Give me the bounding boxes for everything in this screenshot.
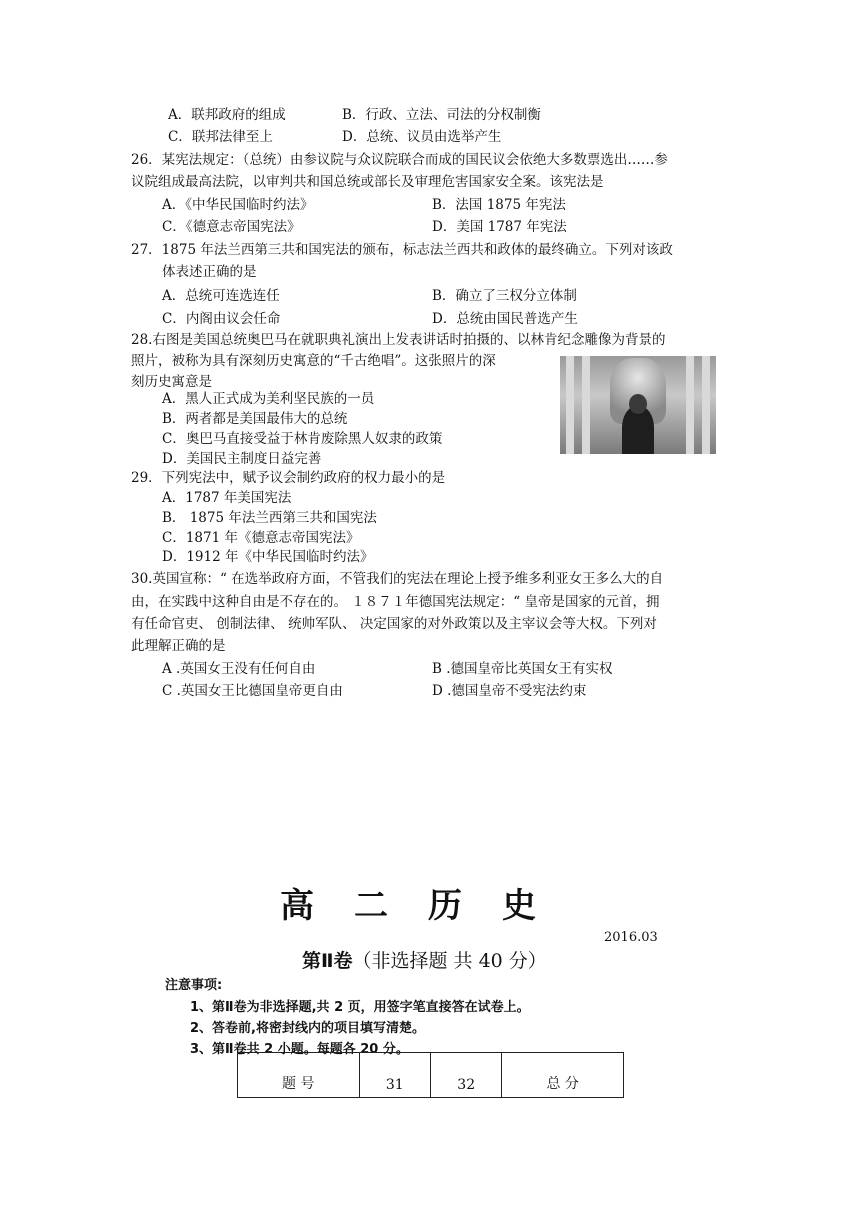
score-cell-label: 题 号	[238, 1053, 360, 1098]
score-cell-31: 31	[359, 1053, 430, 1098]
score-cell-32: 32	[430, 1053, 501, 1098]
q30-option-d: D .德国皇帝不受宪法约束	[432, 683, 587, 699]
q27-option-a: A．总统可连选连任	[162, 288, 280, 304]
q26-option-c: C．《德意志帝国宪法》	[162, 219, 301, 235]
q26-option-d: D．美国 1787 年宪法	[432, 219, 567, 235]
section-subtitle	[302, 946, 547, 973]
q25-option-c: C．联邦法律至上	[168, 129, 273, 145]
q27-stem-line2: 体表述正确的是	[162, 264, 257, 280]
q30-stem-line2: 由，在实践中这种自由是不存在的。 １８７１年德国宪法规定：“ 皇帝是国家的元首，拥	[131, 594, 660, 610]
q30-option-a: A .英国女王没有任何自由	[162, 661, 316, 677]
q30-option-b: B .德国皇帝比英国女王有实权	[432, 661, 613, 677]
q29-stem: 29．下列宪法中，赋予议会制约政府的权力最小的是	[131, 470, 446, 486]
note-2: 2、答卷前,将密封线内的项目填写清楚。	[190, 1021, 425, 1036]
q27-option-c: C．内阁由议会任命	[162, 311, 281, 327]
section-subtitle-bold: 第Ⅱ卷	[302, 950, 353, 972]
q30-stem-line3: 有任命官吏、 创制法律、 统帅军队、 决定国家的对外政策以及主宰议会等大权。下列对	[131, 616, 657, 632]
q29-option-b: B． 1875 年法兰西第三共和国宪法	[162, 510, 377, 526]
obama-lincoln-photo	[560, 356, 716, 454]
q27-option-b: B．确立了三权分立体制	[432, 288, 577, 304]
q25-option-a: A．联邦政府的组成	[168, 107, 286, 123]
q30-option-c: C .英国女王比德国皇帝更自由	[162, 683, 343, 699]
q25-option-b: B．行政、立法、司法的分权制衡	[342, 107, 541, 123]
q25-option-d: D．总统、议员由选举产生	[342, 129, 502, 145]
q30-stem-line1: 30.英国宣称：“ 在选举政府方面，不管我们的宪法在理论上授予维多利亚女王多么大的自	[131, 571, 664, 587]
q28-option-b: B．两者都是美国最伟大的总统	[162, 411, 348, 427]
q27-option-d: D．总统由国民普选产生	[432, 311, 578, 327]
score-table	[237, 1052, 624, 1098]
q26-option-b: B．法国 1875 年宪法	[432, 197, 566, 213]
q28-stem-line2: 照片，被称为具有深刻历史寓意的“千古绝唱”。这张照片的深	[131, 353, 496, 369]
q28-option-a: A．黑人正式成为美利坚民族的一员	[162, 391, 375, 407]
q26-stem-line1: 26．某宪法规定：（总统）由参议院与众议院联合而成的国民议会依绝大多数票选出……参	[131, 152, 668, 168]
q28-option-c: C．奥巴马直接受益于林肯废除黑人奴隶的政策	[162, 431, 443, 447]
q29-option-a: A．1787 年美国宪法	[162, 490, 292, 506]
note-3: 3、第Ⅱ卷共 2 小题。每题各 20 分。	[190, 1042, 409, 1057]
exam-title: 高二历史	[280, 886, 576, 926]
q26-option-a: A．《中华民国临时约法》	[162, 197, 314, 213]
q28-stem-line1: 28.右图是美国总统奥巴马在就职典礼演出上发表讲话时拍摄的、以林肯纪念雕像为背景的	[131, 332, 666, 348]
exam-date: 2016.03	[604, 930, 658, 945]
q29-option-d: D．1912 年《中华民国临时约法》	[162, 549, 374, 565]
q28-stem-line3: 刻历史寓意是	[131, 374, 212, 390]
section-subtitle-rest: （非选择题 共 40 分）	[352, 950, 547, 972]
score-cell-total: 总 分	[502, 1053, 624, 1098]
notes-heading: 注意事项:	[165, 978, 223, 993]
q28-option-d: D．美国民主制度日益完善	[162, 451, 322, 467]
q26-stem-line2: 议院组成最高法院，以审判共和国总统或部长及审理危害国家安全案。该宪法是	[131, 174, 604, 190]
note-1: 1、第Ⅱ卷为非选择题,共 2 页，用签字笔直接答在试卷上。	[190, 1000, 530, 1015]
q30-stem-line4: 此理解正确的是	[131, 638, 226, 654]
q27-stem-line1: 27．1875 年法兰西第三共和国宪法的颁布，标志法兰西共和政体的最终确立。下列对该政	[131, 242, 673, 258]
q29-option-c: C．1871 年《德意志帝国宪法》	[162, 530, 360, 546]
